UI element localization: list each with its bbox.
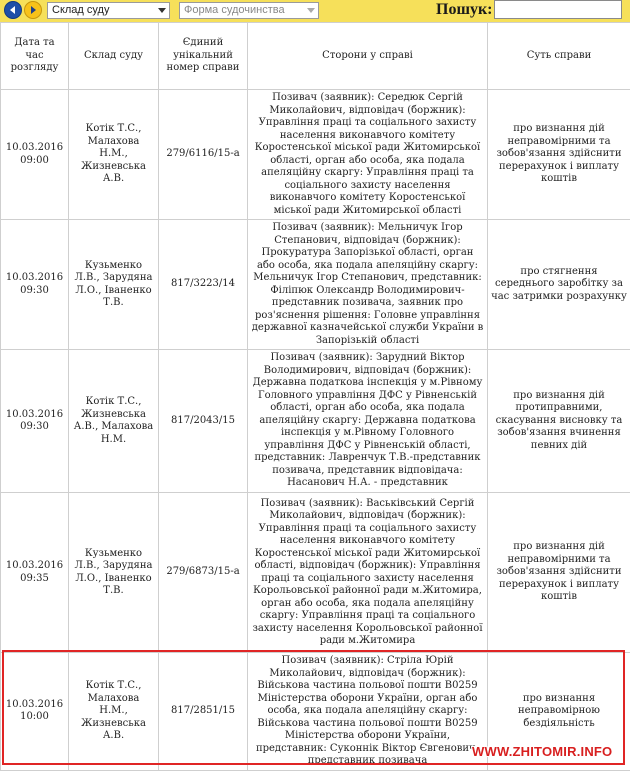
court-composition-select-value: Склад суду xyxy=(52,4,109,16)
search-input[interactable] xyxy=(494,0,622,19)
cell-case-number: 817/2043/15 xyxy=(159,350,248,493)
header-court-composition: Склад суду xyxy=(69,23,159,90)
cell-parties: Позивач (заявник): Мельничук Ігор Степанович, відповідач (боржник): Прокуратура Запорізької області, орган або особа, яка подала апеляційну скаргу: Мельничук Ігор Степанович, представник: Філіпюк Олександр Володимирович-представник позивача, заявник про роз'яснення рішення: Головне управління державної казначейської служби України в Запорізькій області xyxy=(248,220,488,350)
cell-essence: про визнання дій неправомірними та зобов'язання здійснити перерахунок і виплату коштів xyxy=(488,493,630,653)
arrow-left-icon xyxy=(7,4,19,16)
table-header-row xyxy=(1,23,630,90)
cell-case-number: 279/6873/15-а xyxy=(159,493,248,653)
cell-date: 10.03.2016 09:00 xyxy=(1,90,69,220)
toolbar xyxy=(0,0,630,22)
cell-parties: Позивач (заявник): Васьківський Сергій Миколайович, відповідач (боржник): Управління праці та соціального захисту населення виконавчого комітету Коростенської міської ради Житомирської області, відповідач (боржник): Управління праці та соціального захисту населення Корольовської районної ради м.Житомира, орган або особа, яка подала апеляційну скаргу: Управління праці та соціального захисту населення Корольовської районної ради м.Житомира xyxy=(248,493,488,653)
cell-judges: Котік Т.С., Жизневська А.В., Малахова Н.М. xyxy=(69,350,159,493)
forward-button[interactable] xyxy=(24,1,42,19)
proceeding-form-select[interactable] xyxy=(179,2,319,19)
header-case-number: Єдиний унікальний номер справи xyxy=(159,23,248,90)
cell-date: 10.03.2016 10:00 xyxy=(1,653,69,771)
proceeding-form-select-value: Форма судочинства xyxy=(184,4,285,16)
cell-essence: про визнання дій неправомірними та зобов'язання здійснити перерахунок і виплату коштів xyxy=(488,90,630,220)
table-row xyxy=(1,220,630,350)
arrow-right-icon xyxy=(27,4,39,16)
table-row xyxy=(1,350,630,493)
site-watermark: WWW.ZHITOMIR.INFO xyxy=(472,744,612,759)
cell-case-number: 817/2851/15 xyxy=(159,653,248,771)
cell-essence: про визнання неправомірною бездіяльність xyxy=(488,653,630,771)
cell-judges: Кузьменко Л.В., Зарудяна Л.О., Іваненко Т.В. xyxy=(69,220,159,350)
cell-date: 10.03.2016 09:35 xyxy=(1,493,69,653)
cell-date: 10.03.2016 09:30 xyxy=(1,220,69,350)
search-label: Пошук: xyxy=(436,0,493,22)
cell-parties: Позивач (заявник): Стріла Юрій Миколайович, відповідач (боржник): Військова частина польової пошти В0259 Міністерства оборони України, орган або особа, яка подала апеляційну скаргу: Військова частина польової пошти В0259 Міністерства оборони України, представник: Суконнік Віктор Євгенович- представник позивача xyxy=(248,653,488,771)
back-button[interactable] xyxy=(4,1,22,19)
court-composition-select[interactable] xyxy=(47,2,170,19)
table-row xyxy=(1,493,630,653)
cell-essence: про визнання дій протиправними, скасування висновку та зобов'язання вчинення певних дій xyxy=(488,350,630,493)
cell-date: 10.03.2016 09:30 xyxy=(1,350,69,493)
header-parties: Сторони у справі xyxy=(248,23,488,90)
cell-judges: Котік Т.С., Малахова Н.М., Жизневська А.В. xyxy=(69,653,159,771)
header-date: Дата та час розгляду xyxy=(1,23,69,90)
cell-essence: про стягнення середнього заробітку за час затримки розрахунку xyxy=(488,220,630,350)
header-essence: Суть справи xyxy=(488,23,630,90)
chevron-down-icon xyxy=(158,8,166,13)
cell-parties: Позивач (заявник): Середюк Сергій Миколайович, відповідач (боржник): Управління праці та соціального захисту населення виконавчого комітету Коростенської міської ради Житомирської області, орган або особа, яка подала апеляційну скаргу: Управління праці та соціального захисту населення виконавчого комітету Коростенської міської ради Житомирської області xyxy=(248,90,488,220)
cell-judges: Котік Т.С., Малахова Н.М., Жизневська А.В. xyxy=(69,90,159,220)
cell-parties: Позивач (заявник): Зарудний Віктор Володимирович, відповідач (боржник): Державна податкова інспекція у м.Рівному Головного управління ДФС у Рівненській області, орган або особа, яка подала апеляційну скаргу: Державна податкова інспекція у м.Рівному Головного управління ДФС у Рівненській області, представник: Лавренчук Т.В.-представник позивача, представник відповідача: Насанович Н.А. - представник xyxy=(248,350,488,493)
table-row xyxy=(1,90,630,220)
cell-judges: Кузьменко Л.В., Зарудяна Л.О., Іваненко Т.В. xyxy=(69,493,159,653)
cell-case-number: 279/6116/15-а xyxy=(159,90,248,220)
chevron-down-icon xyxy=(307,8,315,13)
cell-case-number: 817/3223/14 xyxy=(159,220,248,350)
cases-table xyxy=(0,22,630,771)
